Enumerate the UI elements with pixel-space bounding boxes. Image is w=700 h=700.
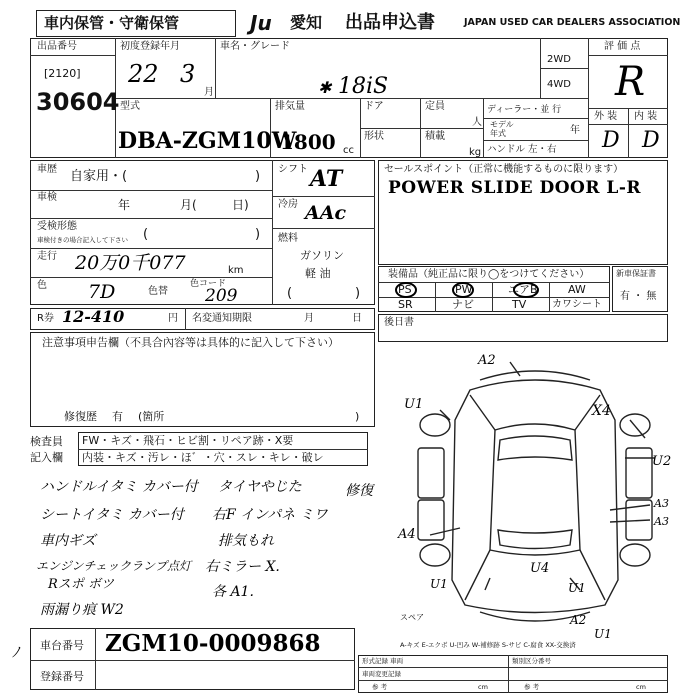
damage-legend: A-キズ E-エクボ U-凹み W-補修跡 S-サビ C-腐食 XX-交換済 — [400, 641, 576, 649]
repair-value: 有 — [112, 410, 123, 423]
mileage-label: 走行 — [37, 251, 57, 262]
equipment-label: 装備品（純正品に限り◯をつけてください） — [388, 269, 590, 280]
record-b-label: 車両変更記録 — [362, 670, 401, 678]
hand-note-8: 右F インパネ ミワ — [212, 507, 328, 523]
color-value: 7D — [88, 281, 116, 303]
rating-value: R — [615, 59, 646, 105]
registration-year: 22 — [128, 60, 159, 88]
hand-note-1: ハンドルイタミ カバー付 — [40, 479, 198, 495]
warranty-value: 有 ・ 無 — [620, 291, 657, 302]
inspector-label-2: 記入欄 — [30, 451, 63, 464]
car-diagram — [400, 350, 670, 635]
hand-note-7: タイヤやじた — [218, 479, 302, 495]
displacement-value: 1800 — [280, 130, 336, 154]
record-a-label: 形式記録 車両 — [362, 657, 404, 665]
history-label: 車歴 — [37, 164, 57, 175]
inspection-day: 日) — [232, 198, 249, 212]
registration-label: 初度登録年月 — [120, 41, 180, 52]
equip-tv: TV — [512, 298, 527, 311]
recycle-unit: 円 — [168, 313, 178, 324]
hand-note-12: 修復 — [345, 483, 373, 499]
equip-navi: ナビ — [452, 298, 474, 311]
mileage-unit: km — [228, 265, 244, 276]
drive-4wd: 4WD — [547, 79, 571, 90]
repair-label: 修復歴 — [64, 410, 97, 423]
hand-note-10: 右ミラー X. — [205, 559, 280, 575]
car-name-label: 車名・グレード — [220, 41, 290, 52]
rating-int-value: D — [642, 128, 660, 153]
displacement-unit: cc — [343, 145, 354, 156]
hand-note-5: Rスポ ボツ — [48, 577, 114, 592]
chassis-label: 車台番号 — [40, 639, 84, 652]
color-code-label: 色コード — [190, 279, 227, 289]
inspector-row-2: 内装・キズ・汚レ・ほ゛・穴・スレ・キレ・破レ — [82, 451, 324, 464]
capacity-unit: 人 — [472, 117, 482, 128]
rating-ext-value: D — [602, 128, 620, 153]
load-label: 積載 — [425, 131, 445, 142]
ac-value: AAc — [305, 202, 347, 224]
fuel-diesel: 軽 油 — [305, 267, 331, 280]
color-change-label: 色替 — [148, 286, 168, 297]
fuel-label: 燃料 — [278, 233, 298, 244]
diag-mark-x4: X4 — [592, 403, 611, 419]
hand-note-11: 各 A1. — [212, 584, 254, 600]
lot-label: 出品番号 — [37, 41, 77, 52]
notes-label: 注意事項申告欄（不具合內容等は具体的に記入して下さい） — [42, 336, 339, 349]
selling-point-label: セールスポイント（正常に機能するものに限ります） — [384, 164, 624, 175]
equip-kawaseat: カワシート — [552, 299, 602, 310]
rating-label: 評 価 点 — [604, 41, 641, 52]
diag-mark-a3-2: A3 — [654, 515, 669, 528]
drive-2wd: 2WD — [547, 54, 571, 65]
association-name: JAPAN USED CAR DEALERS ASSOCIATION — [464, 17, 681, 28]
spare-label: スペア — [400, 613, 424, 622]
reg-number-label: 登録番号 — [40, 670, 84, 683]
margin-scribble: ﾉ — [12, 645, 19, 661]
cert-label: 受検形態 — [37, 221, 77, 232]
diag-mark-u1-bottom: U1 — [594, 627, 612, 641]
record-d-label: 類別区分番号 — [512, 657, 551, 665]
cert-open: ( — [143, 227, 149, 242]
hand-note-9: 排気もれ — [218, 533, 274, 549]
dealer-label: ディーラー・並 行 — [487, 105, 562, 115]
repair-close: ) — [355, 410, 360, 423]
name-change-month: 月 — [304, 313, 314, 324]
later-docs-label: 後日書 — [384, 317, 414, 328]
lot-number: 30604 — [36, 88, 120, 116]
ac-label: 冷房 — [278, 199, 298, 210]
capacity-label: 定員 — [425, 101, 445, 112]
cert-close: ) — [255, 227, 261, 242]
shift-value: AT — [310, 166, 343, 192]
equip-circles — [378, 266, 610, 312]
hand-note-3: 車内ギズ — [40, 533, 96, 549]
equip-sr: SR — [398, 298, 413, 311]
load-unit: kg — [469, 147, 482, 158]
car-grade: 18iS — [338, 74, 389, 99]
model-year-a: モデル — [490, 120, 514, 129]
ju-logo: Ju — [250, 11, 272, 35]
rating-int-label: 内 装 — [634, 111, 658, 122]
color-code-value: 209 — [205, 286, 238, 306]
diag-mark-a4: A4 — [398, 527, 416, 542]
lot-sub: [2120] — [44, 67, 81, 80]
equip-aw: AW — [568, 283, 586, 296]
mileage-value: 20万0千077 — [75, 252, 186, 274]
diag-mark-u1-rear: U1 — [568, 581, 586, 595]
record-c-label-1: 参 考 — [372, 683, 388, 691]
record-c-label-2: 参 考 — [524, 683, 540, 691]
diag-mark-u1-left2: U1 — [430, 577, 448, 591]
recycle-value: 12-410 — [62, 307, 125, 326]
displacement-label: 排気量 — [275, 101, 305, 112]
rating-ext-label: 外 装 — [594, 111, 618, 122]
history-value: 自家用・( — [70, 169, 128, 184]
handle-label: ハンドル 左・右 — [487, 144, 557, 155]
repair-open: (箇所 — [138, 410, 165, 423]
inspection-year: 年 — [118, 198, 131, 212]
model-year-unit: 年 — [570, 125, 580, 136]
fuel-open: ( — [287, 286, 293, 301]
fuel-gasoline: ガソリン — [300, 249, 344, 262]
org-name: 愛知 — [290, 13, 323, 32]
hand-note-6: 雨漏り痕 W2 — [40, 602, 124, 618]
model-year-b: 年式 — [490, 129, 506, 138]
model-value: DBA-ZGM10W — [118, 128, 297, 154]
history-close: ) — [255, 169, 261, 184]
registration-month-unit: 月 — [204, 87, 214, 98]
color-label: 色 — [37, 280, 47, 291]
inspection-month: 月( — [180, 198, 197, 212]
equip-airbag: エアB — [508, 283, 538, 296]
registration-month: 3 — [180, 60, 196, 88]
diag-mark-u2: U2 — [652, 454, 672, 469]
name-change-label: 名変通知期限 — [192, 313, 252, 324]
door-label: ドア — [364, 101, 384, 112]
fuel-close: ) — [355, 286, 361, 301]
record-cm-1: cm — [478, 683, 488, 691]
sheet-title: 出品申込書 — [345, 12, 435, 33]
car-scribble: ✱ — [318, 78, 332, 97]
selling-point-value: POWER SLIDE DOOR L-R — [388, 178, 642, 198]
warranty-label: 新車保証書 — [616, 269, 656, 278]
diag-mark-a2-top: A2 — [478, 353, 496, 368]
equip-pw: PW — [455, 283, 473, 296]
equip-ps: PS — [398, 283, 412, 296]
selling-point-box — [378, 160, 668, 265]
diag-mark-a2-bottom: A2 — [570, 613, 587, 627]
diag-mark-u4: U4 — [530, 561, 550, 576]
inspector-row-1: FW・キズ・飛石・ヒビ割・リペア跡・X要 — [82, 434, 294, 447]
model-label: 型式 — [120, 101, 140, 112]
diag-mark-u1-left: U1 — [404, 397, 424, 412]
cert-note: 車検付きの場合記入して下さい — [37, 236, 128, 244]
storage-title: 車内保管・守衛保管 — [44, 14, 180, 32]
later-docs-box — [378, 314, 668, 342]
chassis-value: ZGM10-0009868 — [105, 630, 321, 657]
shape-label: 形状 — [364, 131, 384, 142]
diag-mark-a3-1: A3 — [654, 497, 669, 510]
shift-label: シフト — [278, 164, 308, 175]
inspector-label-1: 検査員 — [30, 435, 63, 448]
recycle-label: R券 — [37, 313, 54, 324]
record-cm-2: cm — [636, 683, 646, 691]
hand-note-2: シートイタミ カバー付 — [40, 507, 184, 523]
hand-note-4: エンジンチェックランプ点灯 — [36, 559, 192, 573]
inspection-label: 車検 — [37, 192, 57, 203]
name-change-day: 日 — [352, 313, 362, 324]
